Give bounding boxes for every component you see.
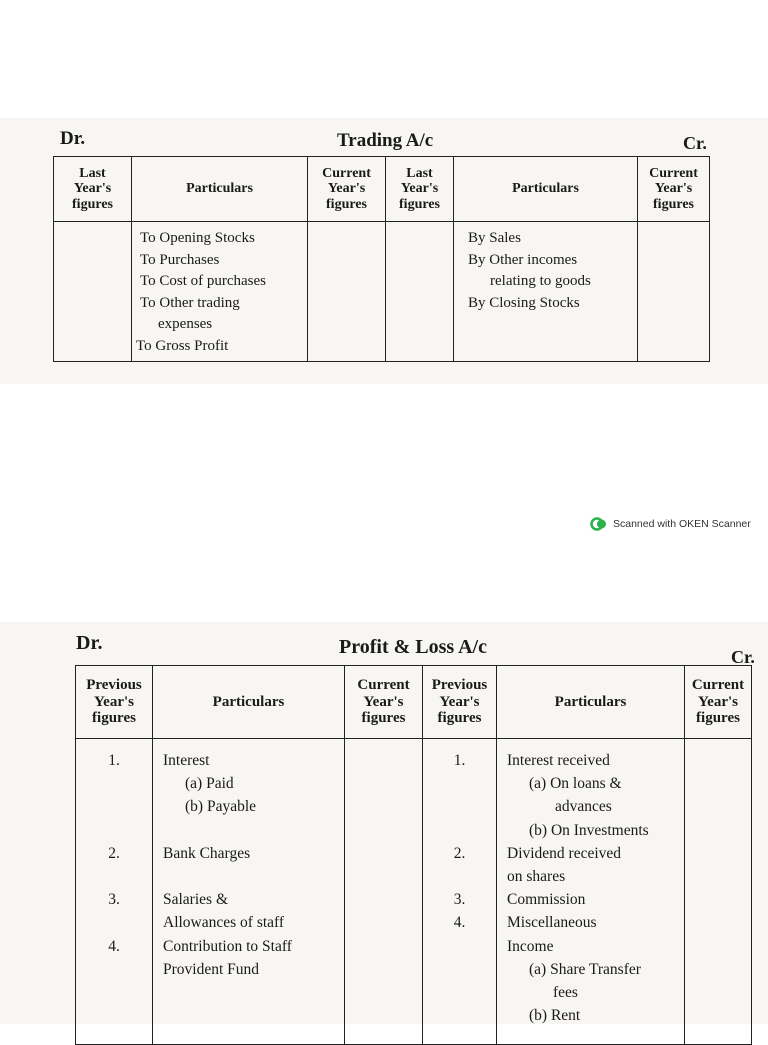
pl-credit-number: 4. (453, 914, 466, 932)
pl-credit-item: fees (553, 984, 578, 1002)
pl-credit-item: (b) On Investments (529, 821, 649, 839)
pl-credit-item: (a) On loans & (529, 775, 622, 793)
trading-col-last-year-left: Last Year's figures (54, 157, 132, 222)
trading-col-current-year-right: Current Year's figures (638, 157, 710, 222)
pl-col-current-year-right: Current Year's figures (685, 666, 752, 739)
trading-title: Trading A/c (337, 130, 434, 151)
pl-debit-item: Allowances of staff (163, 914, 285, 932)
pl-cell-current-year-left (345, 739, 423, 1045)
trading-debit-item: To Opening Stocks (140, 230, 255, 246)
pl-debit-item: Interest (163, 752, 210, 769)
scanner-text: Scanned with OKEN Scanner (613, 518, 751, 530)
pl-cell-current-year-right (685, 739, 752, 1045)
pl-credit-item: Income (507, 937, 554, 955)
pl-header-row (76, 666, 752, 739)
pl-debit-number: 1. (108, 752, 120, 769)
pl-debit-particulars (153, 739, 345, 1045)
trading-col-particulars-left: Particulars (132, 157, 308, 222)
trading-debit-item: To Purchases (140, 251, 220, 268)
pl-table (75, 665, 752, 1045)
pl-col-current-year-left: Current Year's figures (345, 666, 423, 739)
trading-cell-current-year-right (638, 222, 710, 362)
trading-cell-last-year-left (54, 222, 132, 362)
pl-debit-item: Bank Charges (163, 844, 251, 862)
pl-credit-number: 1. (453, 752, 466, 769)
trading-body-row (54, 222, 710, 362)
pl-debit-item: (a) Paid (185, 775, 234, 793)
trading-debit-item: To Gross Profit (136, 337, 229, 354)
trading-col-current-year-left: Current Year's figures (308, 157, 386, 222)
pl-body-row (76, 739, 752, 1045)
pl-debit-item: (b) Payable (185, 798, 257, 816)
trading-col-particulars-right: Particulars (454, 157, 638, 222)
trading-table (53, 156, 710, 362)
pl-debit-item: Contribution to Staff (163, 937, 292, 955)
trading-col-last-year-right: Last Year's figures (386, 157, 454, 222)
pl-debit-number: 2. (108, 844, 120, 862)
pl-title: Profit & Loss A/c (339, 636, 487, 658)
pl-credit-item: advances (555, 798, 612, 816)
pl-col-previous-year-left: Previous Year's figures (76, 666, 153, 739)
oken-logo-icon (590, 517, 608, 531)
pl-cr: Cr. (731, 647, 755, 667)
pl-credit-number: 2. (453, 844, 466, 862)
pl-col-particulars-left: Particulars (153, 666, 345, 739)
pl-credit-item: Dividend received (507, 844, 622, 862)
pl-debit-number: 4. (108, 937, 120, 955)
pl-credit-numbers (423, 739, 497, 1045)
trading-credit-item: By Closing Stocks (468, 294, 580, 311)
trading-credit-item: relating to goods (490, 273, 591, 289)
pl-debit-item: Salaries & (163, 891, 228, 909)
pl-debit-number: 3. (108, 891, 120, 909)
trading-debit-particulars (132, 222, 308, 362)
pl-credit-item: on shares (507, 868, 566, 886)
trading-dr: Dr. (60, 128, 86, 149)
trading-header-row (54, 157, 710, 222)
trading-cell-current-year-left (308, 222, 386, 362)
pl-debit-numbers (76, 739, 153, 1045)
pl-dr: Dr. (76, 632, 103, 654)
pl-col-particulars-right: Particulars (497, 666, 685, 739)
trading-cr: Cr. (683, 133, 707, 153)
pl-credit-item: (a) Share Transfer (529, 960, 641, 978)
trading-credit-particulars (454, 222, 638, 362)
trading-credit-item: By Other incomes (468, 251, 578, 268)
pl-credit-item: Interest received (507, 752, 610, 769)
pl-credit-number: 3. (453, 891, 466, 909)
scanner-watermark (590, 517, 751, 531)
trading-debit-item: expenses (158, 316, 213, 332)
pl-credit-item: (b) Rent (529, 1007, 581, 1025)
trading-cell-last-year-right (386, 222, 454, 362)
pl-col-previous-year-right: Previous Year's figures (423, 666, 497, 739)
pl-debit-item: Provident Fund (163, 960, 260, 978)
pl-credit-item: Miscellaneous (507, 914, 597, 932)
trading-credit-item: By Sales (468, 230, 521, 246)
trading-debit-item: To Cost of purchases (140, 273, 267, 289)
pl-credit-particulars (497, 739, 685, 1045)
trading-debit-item: To Other trading (140, 294, 240, 311)
pl-credit-item: Commission (507, 891, 586, 909)
